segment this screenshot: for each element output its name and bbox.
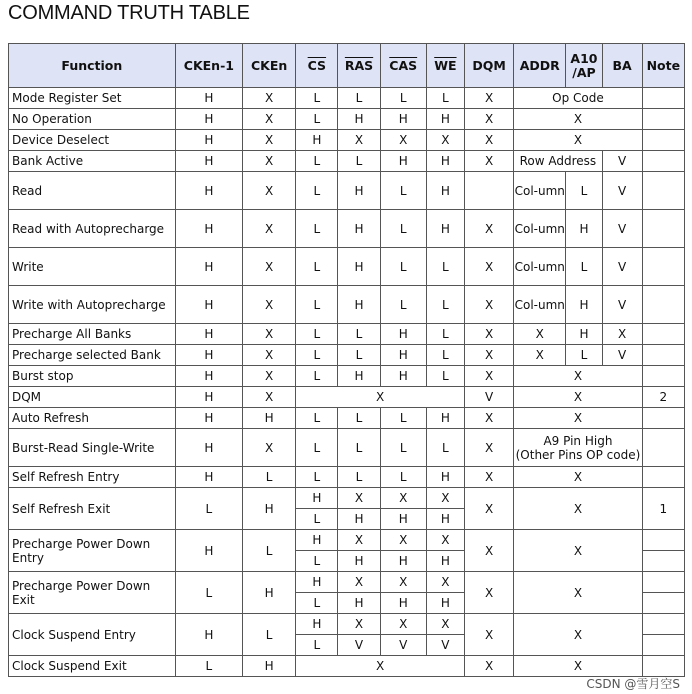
function-cell: Read with Autoprecharge — [9, 210, 176, 248]
function-cell: Mode Register Set — [9, 88, 176, 109]
we-cell: L — [426, 248, 464, 286]
cas-cell: H — [380, 551, 426, 572]
a10-cell: H — [566, 210, 602, 248]
table-row — [9, 429, 685, 467]
cs-cell: L — [296, 551, 338, 572]
cken-cell: X — [243, 324, 296, 345]
function-cell: Precharge Power Down Exit — [9, 572, 176, 614]
cken-cell: L — [243, 614, 296, 656]
function-cell: Precharge All Banks — [9, 324, 176, 345]
cas-cell: H — [380, 593, 426, 614]
cken-cell: X — [243, 387, 296, 408]
function-cell: Write — [9, 248, 176, 286]
table-row — [9, 130, 685, 151]
dqm-cell: X — [464, 656, 513, 677]
cs-cell: L — [296, 408, 338, 429]
addr-cell — [514, 429, 643, 467]
addr-cell: X — [514, 467, 643, 488]
table-row — [9, 248, 685, 286]
dqm-cell: X — [464, 130, 513, 151]
cs-cell: L — [296, 366, 338, 387]
table-row — [9, 286, 685, 324]
addr-cell: X — [514, 614, 643, 656]
cken1-cell: H — [175, 286, 242, 324]
we-cell: X — [426, 614, 464, 635]
we-cell: L — [426, 345, 464, 366]
note-cell — [642, 286, 684, 324]
note-cell — [642, 551, 684, 572]
cs-cell: L — [296, 172, 338, 210]
cs-cell: L — [296, 429, 338, 467]
cken-cell: H — [243, 656, 296, 677]
cas-cell: L — [380, 286, 426, 324]
cas-cell: H — [380, 324, 426, 345]
addr-cell: X — [514, 387, 643, 408]
function-cell: Device Deselect — [9, 130, 176, 151]
we-cell: H — [426, 210, 464, 248]
cken-cell: X — [243, 172, 296, 210]
dqm-cell: X — [464, 345, 513, 366]
cas-cell: X — [380, 572, 426, 593]
dqm-cell — [464, 172, 513, 210]
note-cell — [642, 130, 684, 151]
header-cken-1: CKEn-1 — [175, 44, 242, 88]
cken1-cell: H — [175, 429, 242, 467]
header-addr: ADDR — [514, 44, 566, 88]
dqm-cell: V — [464, 387, 513, 408]
note-cell — [642, 172, 684, 210]
note-cell — [642, 593, 684, 614]
addr-cell: X — [514, 130, 643, 151]
cs-cell: L — [296, 324, 338, 345]
cken-cell: X — [243, 88, 296, 109]
cs-cell: L — [296, 88, 338, 109]
note-cell — [642, 210, 684, 248]
table-row — [9, 408, 685, 429]
addr-cell: Col-umn — [514, 286, 566, 324]
function-cell: No Operation — [9, 109, 176, 130]
function-cell: Write with Autoprecharge — [9, 286, 176, 324]
cs-cell: L — [296, 345, 338, 366]
we-cell: H — [426, 408, 464, 429]
function-cell: Self Refresh Exit — [9, 488, 176, 530]
cas-cell: L — [380, 88, 426, 109]
table-row — [9, 88, 685, 109]
addr-cell: Op Code — [514, 88, 643, 109]
header-row — [9, 44, 685, 88]
cs-cell: H — [296, 614, 338, 635]
addr-cell: X — [514, 488, 643, 530]
note-cell: 2 — [642, 387, 684, 408]
dqm-cell: X — [464, 324, 513, 345]
cas-cell: H — [380, 366, 426, 387]
header-we: $\overline{WE}$ — [426, 44, 464, 88]
we-cell: H — [426, 151, 464, 172]
note-cell — [642, 572, 684, 593]
a10-cell: H — [566, 324, 602, 345]
addr-cell: X — [514, 572, 643, 614]
cs-cell: H — [296, 130, 338, 151]
cas-cell: H — [380, 345, 426, 366]
note-cell — [642, 88, 684, 109]
note-cell — [642, 467, 684, 488]
table-row — [9, 345, 685, 366]
cken-cell: X — [243, 109, 296, 130]
header-note: Note — [642, 44, 684, 88]
note-cell — [642, 530, 684, 551]
header-cas: $\overline{CAS}$ — [380, 44, 426, 88]
ras-cell: L — [338, 345, 380, 366]
command-cell: X — [296, 387, 465, 408]
cs-cell: L — [296, 109, 338, 130]
cs-cell: L — [296, 151, 338, 172]
command-truth-table — [8, 43, 685, 677]
ras-cell: X — [338, 488, 380, 509]
dqm-cell: X — [464, 151, 513, 172]
note-cell — [642, 151, 684, 172]
table-row — [9, 614, 685, 635]
cken1-cell: H — [175, 408, 242, 429]
table-row — [9, 210, 685, 248]
function-cell: Read — [9, 172, 176, 210]
dqm-cell: X — [464, 429, 513, 467]
addr-line: A9 Pin High — [543, 433, 613, 448]
cas-cell: X — [380, 614, 426, 635]
addr-cell: Col-umn — [514, 248, 566, 286]
function-cell: Clock Suspend Exit — [9, 656, 176, 677]
cken1-cell: H — [175, 172, 242, 210]
addr-cell: X — [514, 366, 643, 387]
cken1-cell: H — [175, 130, 242, 151]
addr-line: (Other Pins OP code) — [515, 447, 641, 462]
ras-cell: H — [338, 109, 380, 130]
cken1-cell: H — [175, 345, 242, 366]
cs-cell: L — [296, 286, 338, 324]
header-cken: CKEn — [243, 44, 296, 88]
cken1-cell: H — [175, 530, 242, 572]
we-cell: H — [426, 109, 464, 130]
cken1-cell: H — [175, 467, 242, 488]
ras-cell: L — [338, 151, 380, 172]
function-cell: Burst stop — [9, 366, 176, 387]
table-row — [9, 572, 685, 593]
cken1-cell: H — [175, 366, 242, 387]
ba-cell: V — [602, 210, 642, 248]
table-row — [9, 109, 685, 130]
table-row — [9, 530, 685, 551]
dqm-cell: X — [464, 530, 513, 572]
we-cell: X — [426, 488, 464, 509]
we-cell: V — [426, 635, 464, 656]
function-cell: Precharge selected Bank — [9, 345, 176, 366]
table-row — [9, 151, 685, 172]
ba-cell: V — [602, 248, 642, 286]
we-cell: H — [426, 551, 464, 572]
cas-cell: H — [380, 151, 426, 172]
we-cell: H — [426, 509, 464, 530]
cs-cell: L — [296, 210, 338, 248]
addr-cell: Col-umn — [514, 210, 566, 248]
cken1-cell: H — [175, 248, 242, 286]
ras-cell: H — [338, 551, 380, 572]
dqm-cell: X — [464, 614, 513, 656]
a10-cell: L — [566, 248, 602, 286]
ras-cell: X — [338, 530, 380, 551]
watermark: CSDN @雪月空S — [586, 677, 680, 691]
header-cs: $\overline{CS}$ — [296, 44, 338, 88]
cas-cell: X — [380, 488, 426, 509]
ba-cell: X — [602, 324, 642, 345]
addr-cell: X — [514, 408, 643, 429]
cken-cell: X — [243, 248, 296, 286]
cs-cell: L — [296, 248, 338, 286]
ras-cell: H — [338, 593, 380, 614]
ras-cell: L — [338, 429, 380, 467]
ras-cell: H — [338, 210, 380, 248]
ras-cell: L — [338, 408, 380, 429]
cas-cell: X — [380, 530, 426, 551]
cs-cell: H — [296, 572, 338, 593]
cs-cell: L — [296, 467, 338, 488]
note-cell — [642, 614, 684, 635]
ras-cell: L — [338, 88, 380, 109]
cs-cell: L — [296, 635, 338, 656]
header-function: Function — [9, 44, 176, 88]
cken-cell: H — [243, 408, 296, 429]
cken-cell: L — [243, 530, 296, 572]
note-cell — [642, 635, 684, 656]
dqm-cell: X — [464, 572, 513, 614]
cas-cell: L — [380, 172, 426, 210]
function-cell: Self Refresh Entry — [9, 467, 176, 488]
dqm-cell: X — [464, 488, 513, 530]
cken1-cell: H — [175, 88, 242, 109]
we-cell: X — [426, 130, 464, 151]
cas-cell: L — [380, 210, 426, 248]
a10-cell: L — [566, 345, 602, 366]
cken1-cell: H — [175, 109, 242, 130]
ras-cell: X — [338, 614, 380, 635]
cken-cell: L — [243, 467, 296, 488]
dqm-cell: X — [464, 88, 513, 109]
ba-cell: V — [602, 151, 642, 172]
we-cell: H — [426, 172, 464, 210]
cken1-cell: H — [175, 324, 242, 345]
ras-cell: L — [338, 324, 380, 345]
addr-cell: X — [514, 530, 643, 572]
dqm-cell: X — [464, 286, 513, 324]
cken-cell: X — [243, 286, 296, 324]
ras-cell: H — [338, 366, 380, 387]
addr-cell: X — [514, 345, 566, 366]
cken-cell: X — [243, 366, 296, 387]
a10-cell: L — [566, 172, 602, 210]
cken1-cell: L — [175, 656, 242, 677]
note-cell: 1 — [642, 488, 684, 530]
cs-cell: H — [296, 530, 338, 551]
we-cell: L — [426, 429, 464, 467]
cken1-cell: L — [175, 572, 242, 614]
dqm-cell: X — [464, 467, 513, 488]
function-cell: Bank Active — [9, 151, 176, 172]
header-ba: BA — [602, 44, 642, 88]
cas-cell: H — [380, 109, 426, 130]
page-title: COMMAND TRUTH TABLE — [8, 2, 250, 24]
cken-cell: X — [243, 345, 296, 366]
cas-cell: L — [380, 429, 426, 467]
cken-cell: H — [243, 488, 296, 530]
cken1-cell: H — [175, 210, 242, 248]
table-row — [9, 488, 685, 509]
table-row — [9, 324, 685, 345]
cas-cell: L — [380, 408, 426, 429]
addr-cell: Col-umn — [514, 172, 566, 210]
cken1-cell: H — [175, 387, 242, 408]
cs-cell: H — [296, 488, 338, 509]
dqm-cell: X — [464, 248, 513, 286]
note-cell — [642, 366, 684, 387]
ras-cell: H — [338, 509, 380, 530]
header-ras: $\overline{RAS}$ — [338, 44, 380, 88]
function-cell: Precharge Power Down Entry — [9, 530, 176, 572]
ba-cell: V — [602, 286, 642, 324]
cas-cell: L — [380, 248, 426, 286]
cas-cell: H — [380, 509, 426, 530]
header-dqm: DQM — [464, 44, 513, 88]
table-row — [9, 172, 685, 210]
cas-cell: V — [380, 635, 426, 656]
cken-cell: X — [243, 429, 296, 467]
cken-cell: H — [243, 572, 296, 614]
table-row — [9, 366, 685, 387]
note-cell — [642, 324, 684, 345]
ba-cell: V — [602, 345, 642, 366]
table-row — [9, 387, 685, 408]
ras-cell: X — [338, 130, 380, 151]
cas-cell: X — [380, 130, 426, 151]
cken1-cell: H — [175, 614, 242, 656]
we-cell: X — [426, 530, 464, 551]
cken-cell: X — [243, 130, 296, 151]
dqm-cell: X — [464, 408, 513, 429]
ras-cell: H — [338, 248, 380, 286]
cas-cell: L — [380, 467, 426, 488]
we-cell: L — [426, 366, 464, 387]
table-row — [9, 467, 685, 488]
we-cell: X — [426, 572, 464, 593]
cs-cell: L — [296, 593, 338, 614]
ras-cell: H — [338, 172, 380, 210]
header-a10-ap: A10 /AP — [566, 44, 602, 88]
cs-cell: L — [296, 509, 338, 530]
cken-cell: X — [243, 151, 296, 172]
note-cell — [642, 408, 684, 429]
ras-cell: V — [338, 635, 380, 656]
we-cell: L — [426, 286, 464, 324]
function-cell: DQM — [9, 387, 176, 408]
function-cell: Clock Suspend Entry — [9, 614, 176, 656]
note-cell — [642, 429, 684, 467]
note-cell — [642, 248, 684, 286]
cken1-cell: L — [175, 488, 242, 530]
dqm-cell: X — [464, 109, 513, 130]
addr-cell: X — [514, 109, 643, 130]
we-cell: L — [426, 324, 464, 345]
dqm-cell: X — [464, 366, 513, 387]
addr-cell: X — [514, 324, 566, 345]
function-cell: Auto Refresh — [9, 408, 176, 429]
note-cell — [642, 345, 684, 366]
note-cell — [642, 109, 684, 130]
ras-cell: H — [338, 286, 380, 324]
note-cell — [642, 656, 684, 677]
function-cell: Burst-Read Single-Write — [9, 429, 176, 467]
addr-cell: Row Address — [514, 151, 602, 172]
a10-cell: H — [566, 286, 602, 324]
cken-cell: X — [243, 210, 296, 248]
cken1-cell: H — [175, 151, 242, 172]
we-cell: L — [426, 88, 464, 109]
ba-cell: V — [602, 172, 642, 210]
addr-cell: X — [514, 656, 643, 677]
ras-cell: L — [338, 467, 380, 488]
ras-cell: X — [338, 572, 380, 593]
we-cell: H — [426, 467, 464, 488]
dqm-cell: X — [464, 210, 513, 248]
command-cell: X — [296, 656, 465, 677]
we-cell: H — [426, 593, 464, 614]
table-row — [9, 656, 685, 677]
